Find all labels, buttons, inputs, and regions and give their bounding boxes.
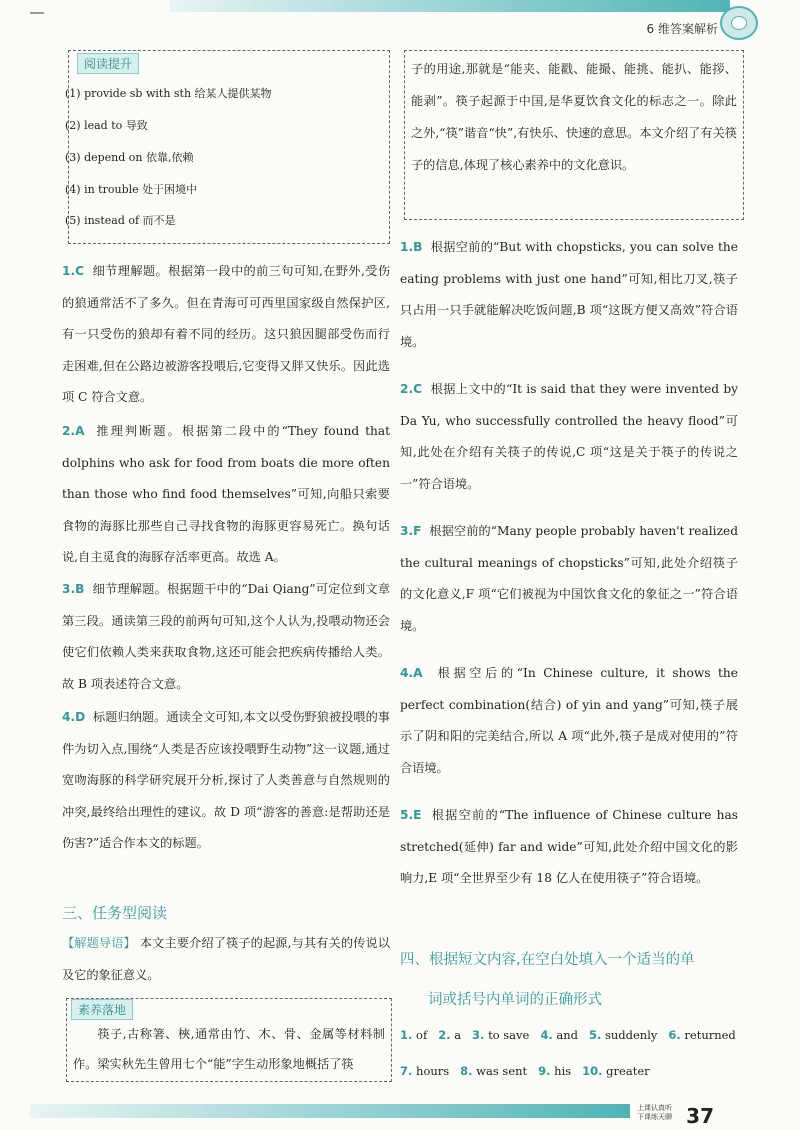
right-answer	[400, 374, 738, 500]
bottom-decor-bar	[30, 1104, 630, 1118]
q-ans: D	[75, 710, 86, 724]
section4-title-line1: 四、根据短文内容,在空白处填入一个适当的单	[400, 952, 695, 968]
answers-row-2	[400, 1064, 740, 1078]
footer-slogan-1: 上课认真听	[637, 1104, 672, 1112]
answer-text: suddenly	[604, 1028, 658, 1042]
answers-row-1	[400, 1028, 740, 1042]
guide-text: 本文主要介绍了筷子的起源,与其有关的传说以及它的象征意义。	[62, 936, 390, 982]
left-answer	[62, 256, 390, 414]
q-text: 根据上文中的“It is said that they were invented by Da Yu, who successfully controlled the heavy flood”可知,此处在介绍有关筷子的传说,C 项“这是关于筷子的传说之一”符合语境。	[400, 382, 739, 491]
guide-label: 【解题导语】	[62, 936, 136, 950]
culture-text-left: 筷子,古称箸、梜,通常由竹、木、骨、金属等材料制作。梁实秋先生曾用七个“能”字生动形象地概括了筷	[73, 1027, 385, 1071]
culture-box-left	[66, 998, 392, 1082]
footer-slogan-2: 下课练天聊	[637, 1113, 672, 1121]
q-num: 5.	[400, 808, 414, 822]
right-answer	[400, 516, 738, 642]
q-text: 细节理解题。根据题干中的“Dai Qiang”可定位到文章第三段。通读第三段的前两句可知,这个人认为,投喂动物还会使它们依赖人类来获取食物,这还可能会把疾病传播给人类。故 B 项表述符合文意。	[62, 582, 391, 691]
header-title: 6 维答案解析	[646, 22, 718, 36]
vocab-item: (5) instead of 而不是	[65, 214, 176, 227]
q-num: 2.	[400, 382, 414, 396]
q-ans: B	[75, 582, 85, 596]
answer-num: 4.	[540, 1028, 553, 1042]
q-ans: C	[75, 264, 85, 278]
q-num: 1.	[400, 240, 414, 254]
answer-num: 7.	[400, 1064, 413, 1078]
q-text: 根据空前的“The influence of Chinese culture has stretched(延伸) far and wide”可知,此处介绍中国文化的影响力,E 项“全世界至少有 18 亿人在使用筷子”符合语境。	[400, 808, 739, 885]
q-text: 细节理解题。根据第一段中的前三句可知,在野外,受伤的狼通常活不了多久。但在青海可可西里国家级自然保护区,有一只受伤的狼却有着不同的经历。这只狼因腿部受伤而行走困难,但在公路边被游客投喂后,它变得又胖又快乐。因此选项 C 符合文意。	[62, 264, 391, 404]
mascot-icon	[720, 6, 758, 40]
answer-text: a	[454, 1028, 462, 1042]
top-dash	[30, 12, 44, 14]
q-ans: E	[413, 808, 422, 822]
left-answer	[62, 416, 390, 574]
answer-text: greater	[606, 1064, 650, 1078]
top-decor-bar	[170, 0, 730, 12]
q-text: 根据空前的“But with chopsticks, you can solve the eating problems with just one hand”可知,相比刀叉,筷子只占用一只手就能解决吃饭问题,B 项“这既方便又高效”符合语境。	[400, 240, 738, 349]
vocab-item: (1) provide sb with sth 给某人提供某物	[65, 87, 272, 100]
culture-text-right: 子的用途,那就是“能夹、能戳、能撮、能挑、能扒、能拶、能剥”。筷子起源于中国,是华夏饮食文化的标志之一。除此之外,“筷”谐音“快”,有快乐、快速的意思。本文介绍了有关筷子的信息,体现了核心素养中的文化意识。	[411, 62, 737, 172]
answer-text: returned	[684, 1028, 736, 1042]
answer-num: 5.	[588, 1028, 602, 1042]
answer-num: 3.	[472, 1028, 485, 1042]
answer-text: hours	[416, 1064, 450, 1078]
q-ans: A	[413, 666, 423, 680]
answer-num: 10.	[582, 1064, 603, 1078]
right-answer	[400, 232, 738, 358]
answer-num: 8.	[460, 1064, 473, 1078]
section4-title-line2: 词或括号内单词的正确形式	[428, 992, 602, 1008]
q-num: 1.	[62, 264, 76, 278]
culture-box-right	[404, 50, 744, 220]
answer-num: 1.	[400, 1028, 413, 1042]
section3-guide	[62, 928, 390, 991]
q-num: 2.	[62, 424, 76, 438]
footer-slogan	[637, 1104, 672, 1122]
q-ans: C	[413, 382, 423, 396]
right-answer	[400, 658, 738, 784]
q-text: 标题归纳题。通读全文可知,本文以受伤野狼被投喂的事件为切入点,围绕“人类是否应该投喂野生动物”这一议题,通过宽吻海豚的科学研究展开分析,探讨了人类善意与自然规则的冲突,最终给出理性的建议。故 D 项“游客的善意:是帮助还是伤害?”适合作本文的标题。	[62, 710, 390, 850]
q-text: 根据空前的“Many people probably haven't realized the cultural meanings of chopsticks”可知,此处介绍筷子的文化意义,F 项“它们被视为中国饮食文化的象征之一”符合语境。	[400, 524, 739, 633]
answer-text: of	[416, 1028, 428, 1042]
q-num: 4.	[400, 666, 414, 680]
q-ans: B	[413, 240, 423, 254]
vocab-item: (3) depend on 依靠,依赖	[65, 151, 194, 164]
left-answer	[62, 702, 390, 860]
vocab-item: (4) in trouble 处于困境中	[65, 183, 198, 196]
section3-title: 三、任务型阅读	[62, 904, 168, 922]
answer-text: and	[556, 1028, 578, 1042]
right-answer	[400, 800, 738, 895]
q-ans: A	[75, 424, 85, 438]
left-answer	[62, 574, 390, 700]
page-number: 37	[686, 1104, 714, 1128]
q-num: 3.	[62, 582, 76, 596]
answer-num: 2.	[438, 1028, 451, 1042]
answer-text: was sent	[476, 1064, 528, 1078]
q-num: 3.	[400, 524, 414, 538]
answer-num: 9.	[538, 1064, 551, 1078]
answer-text: to save	[488, 1028, 530, 1042]
vocab-box	[65, 50, 390, 244]
q-text: 推理判断题。根据第二段中的“They found that dolphins who ask for food from boats die more often than those who find food themselves”可知,向船只索要食物的海豚比那些自己寻找食物的海豚更容易死亡。换句话说,自主觅食的海豚存活率更高。故选 A。	[62, 424, 390, 564]
culture-tag: 素养落地	[71, 999, 133, 1020]
answer-text: his	[554, 1064, 572, 1078]
q-ans: F	[413, 524, 422, 538]
vocab-item: (2) lead to 导致	[65, 119, 148, 132]
vocab-tag: 阅读提升	[77, 53, 139, 74]
q-text: 根据空后的“In Chinese culture, it shows the perfect combination(结合) of yin and yang”可知,筷子展示了阴和阳的完美结合,所以 A 项“此外,筷子是成对使用的”符合语境。	[400, 666, 738, 775]
answer-num: 6.	[668, 1028, 681, 1042]
q-num: 4.	[62, 710, 76, 724]
